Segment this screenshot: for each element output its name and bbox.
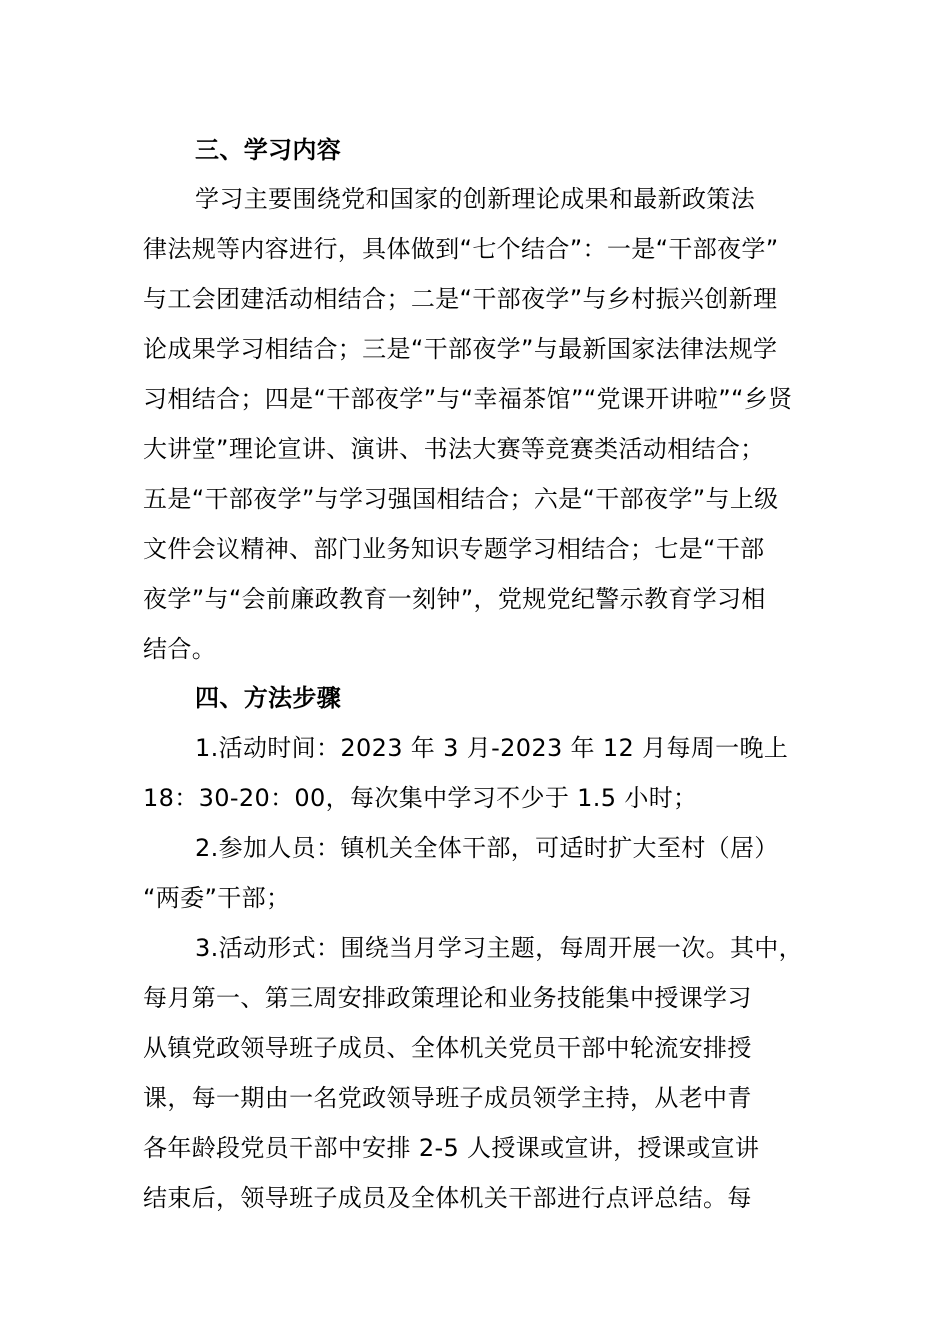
list-item-line: 从镇党政领导班子成员、全体机关党员干部中轮流安排授 [143,1034,752,1062]
list-item-line: “两委”干部； [143,884,291,912]
list-item-line: 每月第一、第三周安排政策理论和业务技能集中授课学习 [143,984,752,1012]
list-item-line: 各年龄段党员干部中安排 2-5 人授课或宣讲，授课或宣讲 [143,1134,760,1162]
list-item-line: 1.活动时间：2023 年 3 月-2023 年 12 月每周一晚上 [195,734,789,762]
section-heading-3: 三、学习内容 [195,136,342,164]
paragraph-line: 五是“干部夜学”与学习强国相结合；六是“干部夜学”与上级 [143,485,779,513]
list-item-line: 课，每一期由一名党政领导班子成员领学主持，从老中青 [143,1084,752,1112]
paragraph-line: 大讲堂”理论宣讲、演讲、书法大赛等竞赛类活动相结合； [143,435,765,463]
list-item-line: 2.参加人员：镇机关全体干部，可适时扩大至村（居） [195,834,779,862]
paragraph-line: 文件会议精神、部门业务知识专题学习相结合；七是“干部 [143,535,765,563]
section-heading-4: 四、方法步骤 [195,684,342,712]
paragraph-line: 学习主要围绕党和国家的创新理论成果和最新政策法 [195,185,756,213]
paragraph-line: 律法规等内容进行，具体做到“七个结合”：一是“干部夜学” [143,235,779,263]
paragraph-line: 论成果学习相结合；三是“干部夜学”与最新国家法律法规学 [143,335,778,363]
list-item-line: 结束后，领导班子成员及全体机关干部进行点评总结。每 [143,1184,752,1212]
paragraph-line: 结合。 [143,635,217,663]
paragraph-line: 夜学”与“会前廉政教育一刻钟”，党规党纪警示教育学习相 [143,585,766,613]
paragraph-line: 与工会团建活动相结合；二是“干部夜学”与乡村振兴创新理 [143,285,778,313]
list-item-line: 3.活动形式：围绕当月学习主题，每周开展一次。其中， [195,934,803,962]
list-item-line: 18：30-20：00，每次集中学习不少于 1.5 小时； [143,784,698,812]
paragraph-line: 习相结合；四是“干部夜学”与“幸福茶馆”“党课开讲啦”“乡贤 [143,385,793,413]
